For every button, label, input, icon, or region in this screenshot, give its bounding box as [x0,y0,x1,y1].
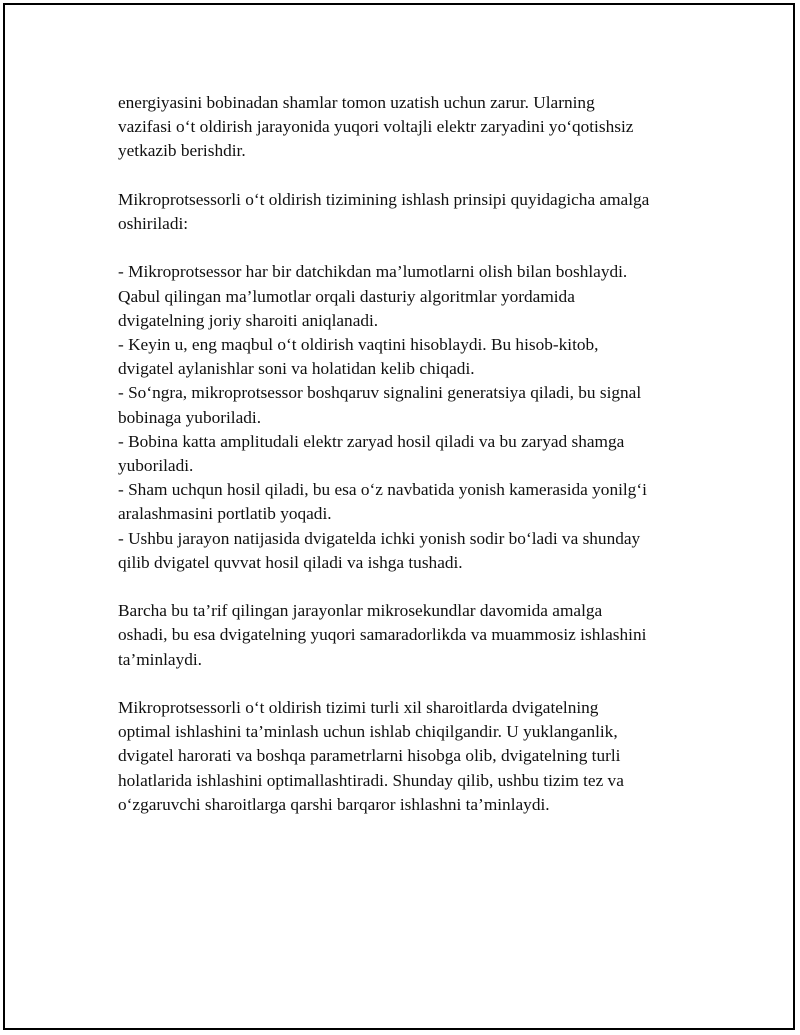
list-item-line: Qabul qilingan ma’lumotlar orqali dasturiy algoritmlar yordamida [118,286,575,306]
text-line: yetkazib berishdir. [118,141,246,161]
list-item-line: aralashmasini portlatib yoqadi. [118,504,332,524]
text-line: oshiriladi: [118,214,189,233]
paragraph-1 [118,91,698,164]
list-item-line: bobinaga yuboriladi. [118,407,262,427]
list-item-line: qilib dvigatel quvvat hosil qiladi va ishga tushadi. [118,552,463,572]
list-item-line: dvigatelning joriy sharoiti aniqlanadi. [118,310,379,330]
text-line: oshadi, bu esa dvigatelning yuqori samaradorlikda va muammosiz ishlashini [118,625,647,645]
paragraph-4 [118,599,698,672]
text-line: Mikroprotsessorli o‘t oldirish tizimining ishlash prinsipi quyidagicha amalga [118,189,650,209]
list-item-line: - So‘ngra, mikroprotsessor boshqaruv signalini generatsiya qiladi, bu signal [118,383,642,403]
text-line: Mikroprotsessorli o‘t oldirish tizimi turli xil sharoitlarda dvigatelning [118,698,599,718]
list-item-line: - Bobina katta amplitudali elektr zaryad hosil qiladi va bu zaryad shamga [118,431,625,451]
text-line: o‘zgaruvchi sharoitlarga qarshi barqaror ishlashni ta’minlaydi. [118,794,550,814]
text-line: ta’minlaydi. [118,649,202,669]
paragraph-5 [118,696,698,817]
list-item-line: dvigatel aylanishlar soni va holatidan kelib chiqadi. [118,359,475,379]
text-line: Barcha bu ta’rif qilingan jarayonlar mikrosekundlar davomida amalga [118,601,603,621]
document-body [118,91,698,841]
list-item-line: yuboriladi. [118,456,194,476]
list-item-line: - Keyin u, eng maqbul o‘t oldirish vaqtini hisoblaydi. Bu hisob-kitob, [118,335,599,354]
text-line: energiyasini bobinadan shamlar tomon uzatish uchun zarur. Ularning [118,93,595,112]
list-item-line: - Ushbu jarayon natijasida dvigatelda ichki yonish sodir bo‘ladi va shunday [118,528,641,548]
list-item-line: - Mikroprotsessor har bir datchikdan ma’lumotlarni olish bilan boshlaydi. [118,262,628,282]
paragraph-3-steps-list [118,260,698,575]
text-line: optimal ishlashini ta’minlash uchun ishlab chiqilgandir. U yuklanganlik, [118,722,618,742]
paragraph-2 [118,188,698,236]
text-line: holatlarida ishlashini optimallashtiradi. Shunday qilib, ushbu tizim tez va [118,770,624,790]
list-item-line: - Sham uchqun hosil qiladi, bu esa o‘z navbatida yonish kamerasida yonilg‘i [118,480,647,500]
text-line: vazifasi o‘t oldirish jarayonida yuqori voltajli elektr zaryadini yo‘qotishsiz [118,117,634,137]
text-line: dvigatel harorati va boshqa parametrlarni hisobga olib, dvigatelning turli [118,746,621,766]
